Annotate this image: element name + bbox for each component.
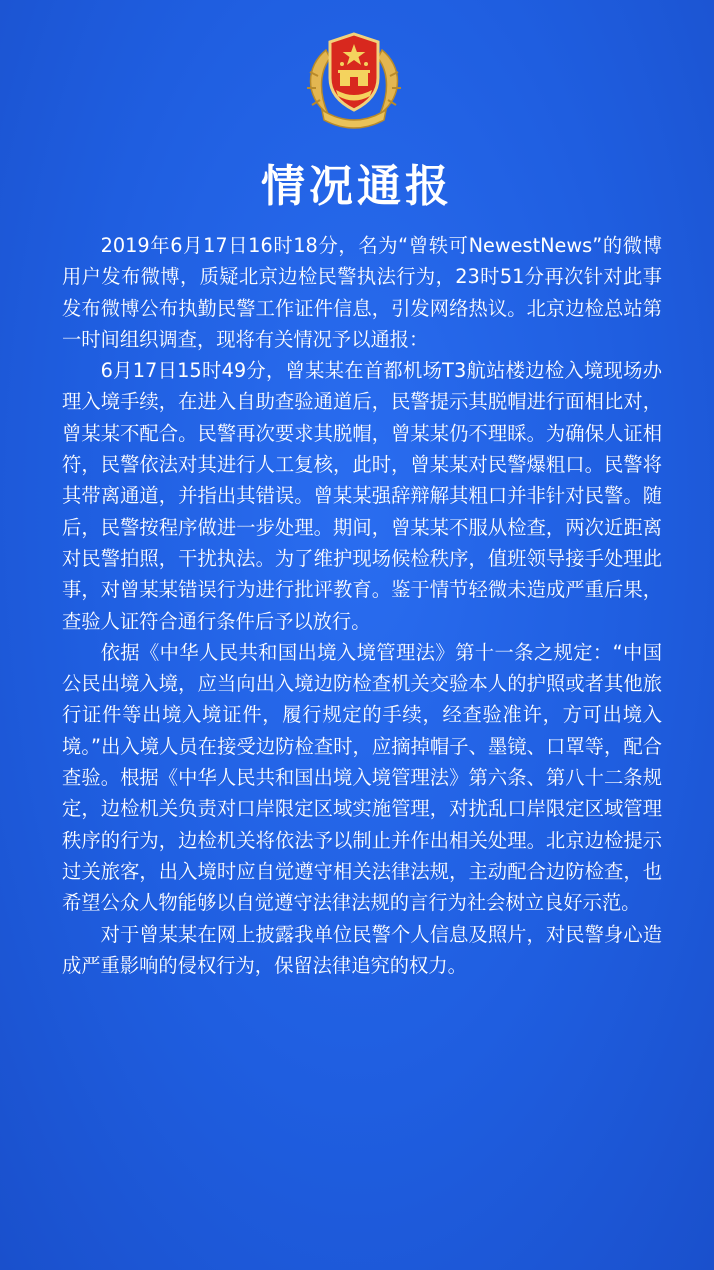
police-emblem-icon <box>298 30 410 130</box>
paragraph: 2019年6月17日16时18分，名为“曾轶可NewestNews”的微博用户发布微博，质疑北京边检民警执法行为，23时51分再次针对此事发布微博公布执勤民警工作证件信息，引发网络热议。北京边检总站第一时间组织调查，现将有关情况予以通报： <box>62 234 662 351</box>
notice-title: 情况通报 <box>261 161 453 212</box>
paragraph: 依据《中华人民共和国出境入境管理法》第十一条之规定：“中国公民出境入境，应当向出入境边防检查机关交验本人的护照或者其他旅行证件等出境入境证件，履行规定的手续，经查验准许，方可出境入境。”出入境人员在接受边防检查时，应摘掉帽子、墨镜、口罩等，配合查验。根据《中华人民共和国出境入境管理法》第六条、第八十二条规定，边检机关负责对口岸限定区域实施管理，对扰乱口岸限定区域管理秩序的行为，边检机关将依法予以制止并作出相关处理。北京边检提示过关旅客，出入境时应自觉遵守相关法律法规，主动配合边防检查，也希望公众人物能够以自觉遵守法律法规的言行为社会树立良好示范。 <box>62 640 662 915</box>
notice-body <box>62 230 662 981</box>
paragraph: 对于曾某某在网上披露我单位民警个人信息及照片，对民警身心造成严重影响的侵权行为，保留法律追究的权力。 <box>62 922 662 977</box>
paragraph: 6月17日15时49分，曾某某在首都机场T3航站楼边检入境现场办理入境手续，在进入自助查验通道后，民警提示其脱帽进行面相比对，曾某某不配合。民警再次要求其脱帽，曾某某仍不理睬。为确保人证相符，民警依法对其进行人工复核，此时，曾某某对民警爆粗口。民警将其带离通道，并指出其错误。曾某某强辞辩解其粗口并非针对民警。随后，民警按程序做进一步处理。期间，曾某某不服从检查，两次近距离对民警拍照，干扰执法。为了维护现场候检秩序，值班领导接手处理此事，对曾某某错误行为进行批评教育。鉴于情节轻微未造成严重后果，查验人证符合通行条件后予以放行。 <box>62 359 662 633</box>
